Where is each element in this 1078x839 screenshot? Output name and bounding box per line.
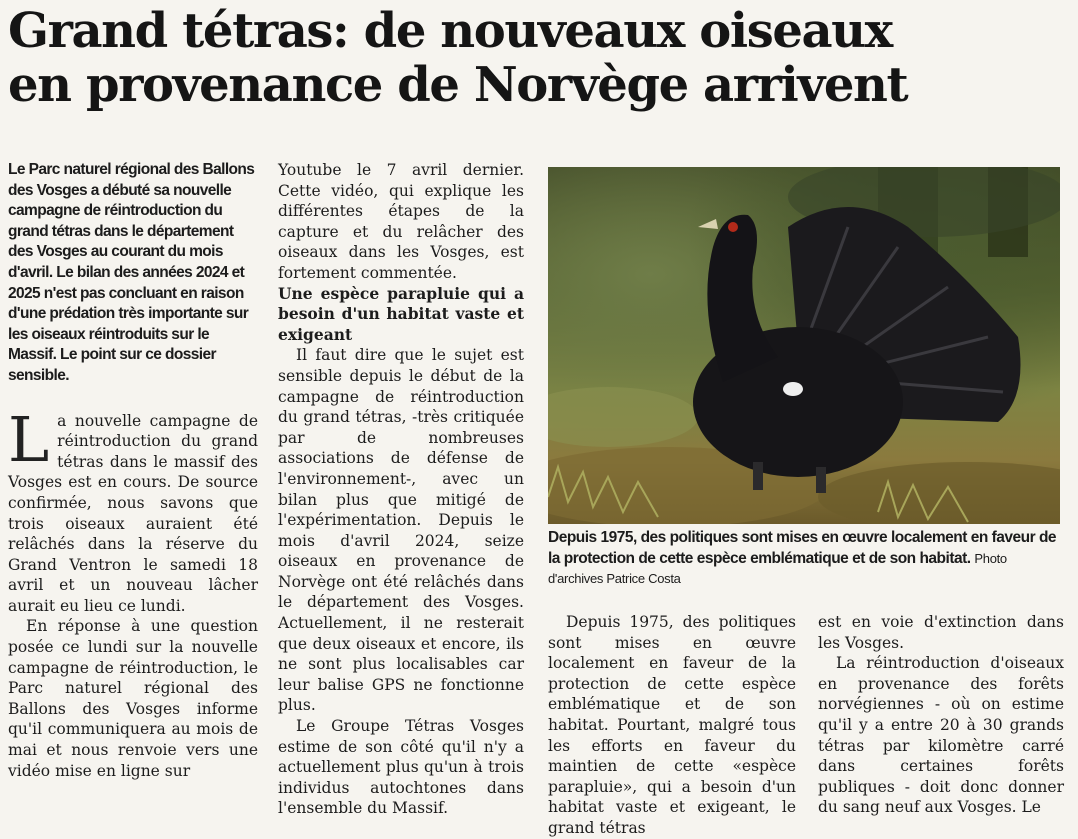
intertitle: Une espèce parapluie qui a besoin d'un habitat vaste et exigeant	[278, 283, 524, 344]
column-2	[278, 160, 524, 819]
column-2-paragraph-1: Youtube le 7 avril dernier. Cette vidéo, qui explique les différentes étapes de la capture et du relâcher des oiseaux dans les Vosges, est fortement commentée.	[278, 161, 524, 282]
column-1-paragraph-1-text: a nouvelle campagne de réintroduction du grand tétras dans le massif des Vosges est en cours. De source confirmée, nous savons que trois oiseaux auraient été relâchés dans la réserve du Grand Ventron le samedi 18 avril et un nouveau lâcher aurait eu lieu ce lundi.	[8, 411, 258, 615]
grand-tetras-icon	[548, 167, 1060, 524]
article-photo	[548, 167, 1060, 524]
headline-line-2: en provenance de Norvège arrivent	[8, 57, 908, 113]
column-4	[818, 612, 1064, 818]
photo-caption	[548, 528, 1064, 590]
column-3-paragraph-1: Depuis 1975, des politiques sont mises en œuvre localement en faveur de la protection de cette espèce emblématique et de son habitat. Pourtant, malgré tous les efforts en faveur du maintien de cette «espèce parapluie», qui a besoin d'un habitat vaste et exigeant, le grand tétras	[548, 613, 796, 837]
caption-text: Depuis 1975, des politiques sont mises en œuvre localement en faveur de la protection de cette espèce emblématique et de son habitat.	[548, 529, 1057, 567]
column-2-paragraph-3: Le Groupe Tétras Vosges estime de son côté qu'il n'y a actuellement plus qu'un à trois individus autochtones dans l'ensemble du Massif.	[278, 717, 524, 818]
column-1-paragraph-1	[8, 402, 258, 617]
column-1-paragraph-2: En réponse à une question posée ce lundi sur la nouvelle campagne de réintroduction, le Parc naturel régional des Ballons des Vosges informe qu'il communiquera au mois de mai et nous renvoie vers une vidéo mise en ligne sur	[8, 617, 258, 780]
drop-cap: L	[8, 402, 50, 476]
article-headline	[8, 4, 1068, 112]
column-1	[8, 160, 258, 781]
headline-line-1: Grand tétras: de nouveaux oiseaux	[8, 3, 892, 59]
article-chapo: Le Parc naturel régional des Ballons des Vosges a débuté sa nouvelle campagne de réintroduction du grand tétras dans le département des Vosges au courant du mois d'avril. Le bilan des années 2024 et 2025 n'est pas concluant en raison d'une prédation très importante sur les oiseaux réintroduits sur le Massif. Le point sur ce dossier sensible.	[8, 161, 255, 384]
column-2-paragraph-2: Il faut dire que le sujet est sensible depuis le début de la campagne de réintroduction du grand tétras, -très critiquée par de nombreuses associations de défense de l'environnement-, avec un bilan plus que mitigé de l'expérimentation. Depuis le mois d'avril 2024, seize oiseaux en provenance de Norvège ont été relâchés dans le département des Vosges. Actuellement, il ne resterait que deux oiseaux et encore, ils ne sont plus localisables car leur balise GPS ne fonctionne plus.	[278, 346, 524, 715]
column-4-paragraph-1: est en voie d'extinction dans les Vosges.	[818, 613, 1064, 652]
column-4-paragraph-2: La réintroduction d'oiseaux en provenance des forêts norvégiennes - où on estime qu'il y a entre 20 à 30 grands tétras par kilomètre carré dans certaines forêts publiques - doit donc donner du sang neuf aux Vosges. Le	[818, 654, 1064, 817]
photo-credit: Photo d'archives Patrice Costa	[548, 550, 1007, 587]
column-3	[548, 612, 796, 839]
